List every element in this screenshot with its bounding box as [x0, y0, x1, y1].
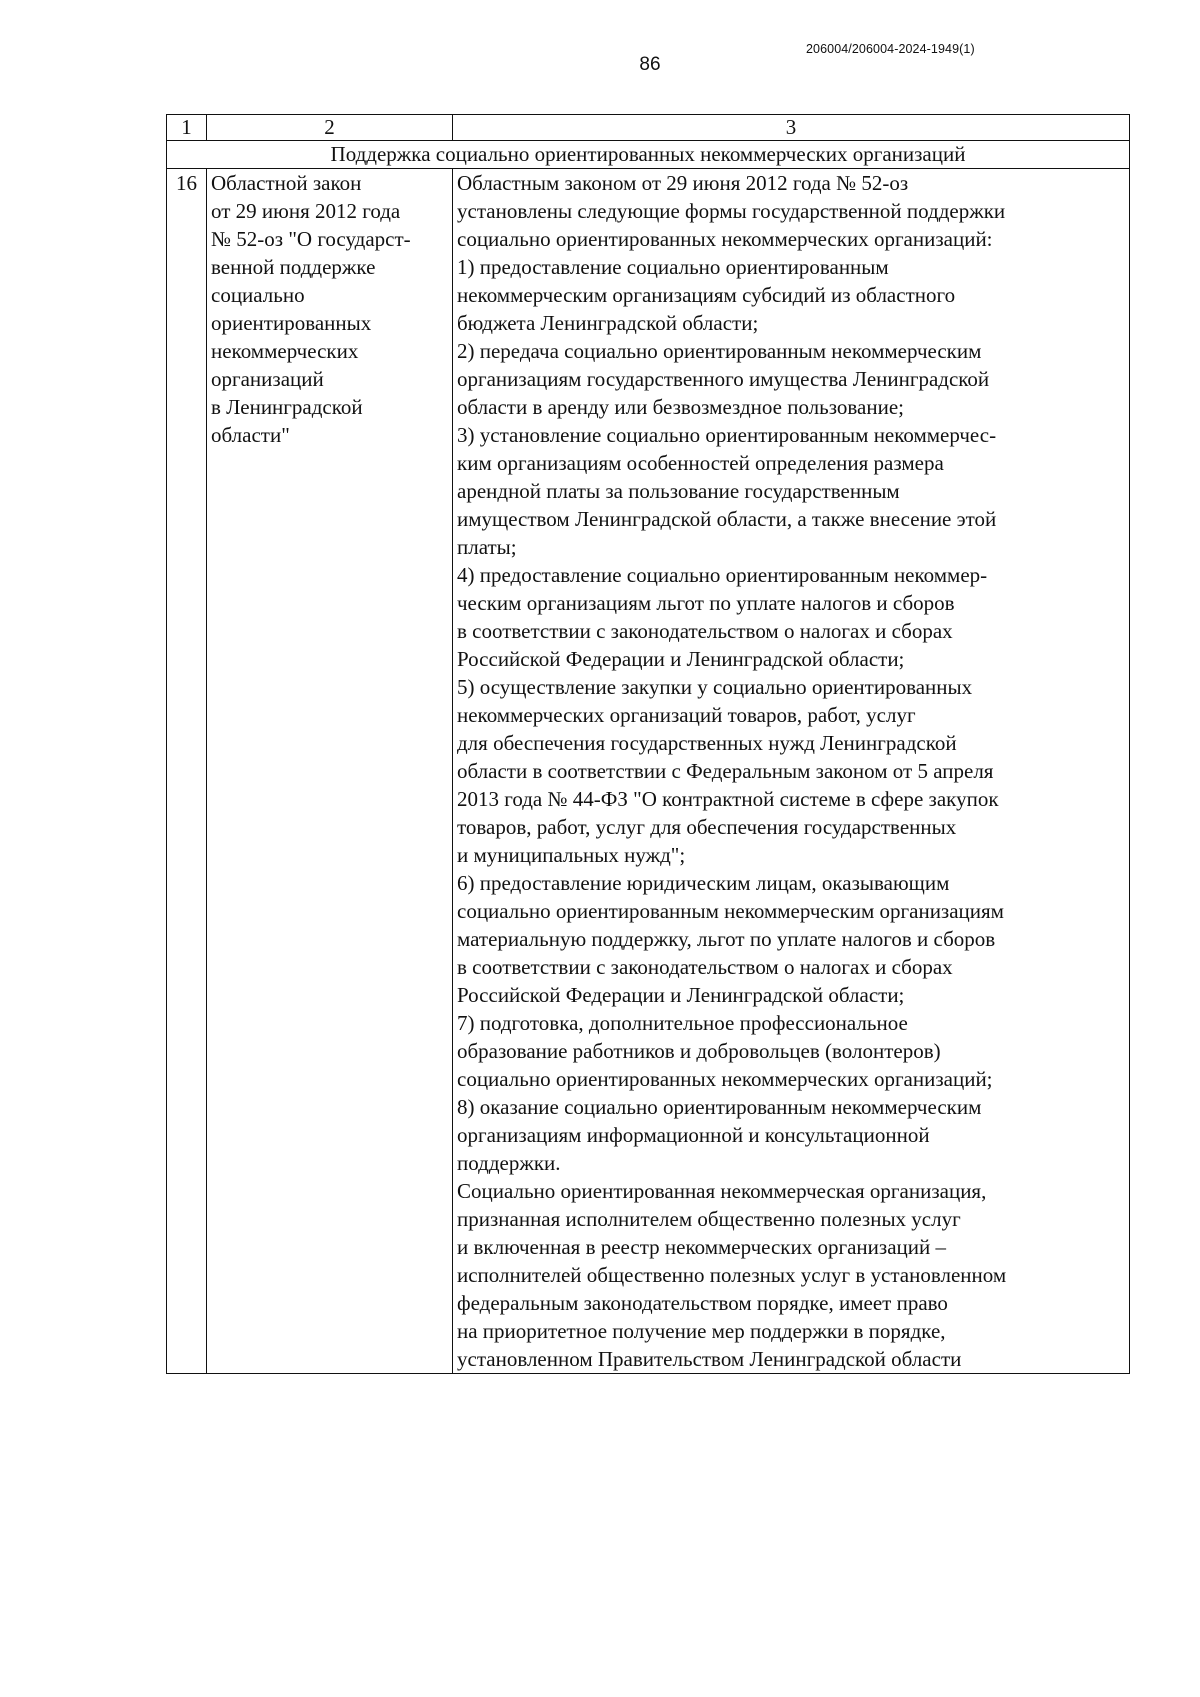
text-line: 7) подготовка, дополнительное профессиональное — [457, 1011, 908, 1035]
text-line: Областной закон — [211, 171, 362, 195]
text-line: федеральным законодательством порядке, имеет право — [457, 1291, 948, 1315]
text-line: в соответствии с законодательством о налогах и сборах — [457, 619, 953, 643]
text-line: ким организациям особенностей определения размера — [457, 451, 944, 475]
text-line: поддержки. — [457, 1151, 561, 1175]
law-content-cell — [453, 169, 1130, 1374]
text-line: ориентированных — [211, 311, 372, 335]
text-line: № 52-оз "О государст- — [211, 227, 411, 251]
text-line: Областным законом от 29 июня 2012 года № 52-оз — [457, 171, 909, 195]
text-line: социально ориентированных некоммерческих организаций: — [457, 227, 993, 251]
text-line: Российской Федерации и Ленинградской области; — [457, 647, 905, 671]
text-line: социально ориентированным некоммерческим организациям — [457, 899, 1004, 923]
text-line: венной поддержке — [211, 255, 376, 279]
section-row — [167, 141, 1130, 169]
text-line: социально ориентированных некоммерческих организаций; — [457, 1067, 993, 1091]
law-name-lines — [211, 169, 448, 449]
text-line: в Ленинградской — [211, 395, 363, 419]
document-id: 206004/206004-2024-1949(1) — [806, 42, 975, 56]
text-line: Социально ориентированная некоммерческая организация, — [457, 1179, 987, 1203]
text-line: 2) передача социально ориентированным некоммерческим — [457, 339, 982, 363]
text-line: на приоритетное получение мер поддержки в порядке, — [457, 1319, 946, 1343]
text-line: организациям информационной и консультационной — [457, 1123, 930, 1147]
text-line: 6) предоставление юридическим лицам, оказывающим — [457, 871, 950, 895]
row-number: 16 — [167, 169, 207, 1374]
text-line: платы; — [457, 535, 517, 559]
text-line: товаров, работ, услуг для обеспечения государственных — [457, 815, 957, 839]
text-line: арендной платы за пользование государственным — [457, 479, 900, 503]
text-line: установленном Правительством Ленинградской области — [457, 1347, 962, 1371]
text-line: 8) оказание социально ориентированным некоммерческим — [457, 1095, 982, 1119]
text-line: ческим организациям льгот по уплате налогов и сборов — [457, 591, 955, 615]
text-line: 4) предоставление социально ориентированным некоммер- — [457, 563, 988, 587]
text-line: бюджета Ленинградской области; — [457, 311, 759, 335]
text-line: имуществом Ленинградской области, а также внесение этой — [457, 507, 997, 531]
text-line: организациям государственного имущества Ленинградской — [457, 367, 990, 391]
text-line: установлены следующие формы государственной поддержки — [457, 199, 1006, 223]
page-number: 86 — [639, 54, 661, 75]
section-title: Поддержка социально ориентированных некоммерческих организаций — [167, 141, 1130, 169]
text-line: 3) установление социально ориентированным некоммерчес- — [457, 423, 997, 447]
text-line: для обеспечения государственных нужд Ленинградской — [457, 731, 957, 755]
text-line: признанная исполнителем общественно полезных услуг — [457, 1207, 961, 1231]
column-header-1: 1 — [167, 115, 207, 141]
text-line: Российской Федерации и Ленинградской области; — [457, 983, 905, 1007]
column-header-2: 2 — [207, 115, 453, 141]
text-line: исполнителей общественно полезных услуг в установленном — [457, 1263, 1007, 1287]
text-line: 2013 года № 44-ФЗ "О контрактной системе в сфере закупок — [457, 787, 999, 811]
text-line: социально — [211, 283, 305, 307]
text-line: области в соответствии с Федеральным законом от 5 апреля — [457, 759, 994, 783]
text-line: некоммерческих организаций товаров, работ, услуг — [457, 703, 916, 727]
text-line: области" — [211, 423, 290, 447]
text-line: и включенная в реестр некоммерческих организаций – — [457, 1235, 946, 1259]
text-line: образование работников и добровольцев (волонтеров) — [457, 1039, 941, 1063]
text-line: некоммерческих — [211, 339, 359, 363]
text-line: 5) осуществление закупки у социально ориентированных — [457, 675, 973, 699]
text-line: в соответствии с законодательством о налогах и сборах — [457, 955, 953, 979]
law-content-lines — [457, 169, 1125, 1373]
column-header-3: 3 — [453, 115, 1130, 141]
table-row — [167, 169, 1130, 1374]
table-header-row — [167, 115, 1130, 141]
text-line: материальную поддержку, льгот по уплате налогов и сборов — [457, 927, 996, 951]
text-line: организаций — [211, 367, 324, 391]
text-line: от 29 июня 2012 года — [211, 199, 401, 223]
law-name-cell — [207, 169, 453, 1374]
text-line: области в аренду или безвозмездное пользование; — [457, 395, 904, 419]
text-line: некоммерческим организациям субсидий из областного — [457, 283, 956, 307]
text-line: 1) предоставление социально ориентированным — [457, 255, 889, 279]
support-measures-table — [166, 114, 1130, 1374]
text-line: и муниципальных нужд"; — [457, 843, 686, 867]
